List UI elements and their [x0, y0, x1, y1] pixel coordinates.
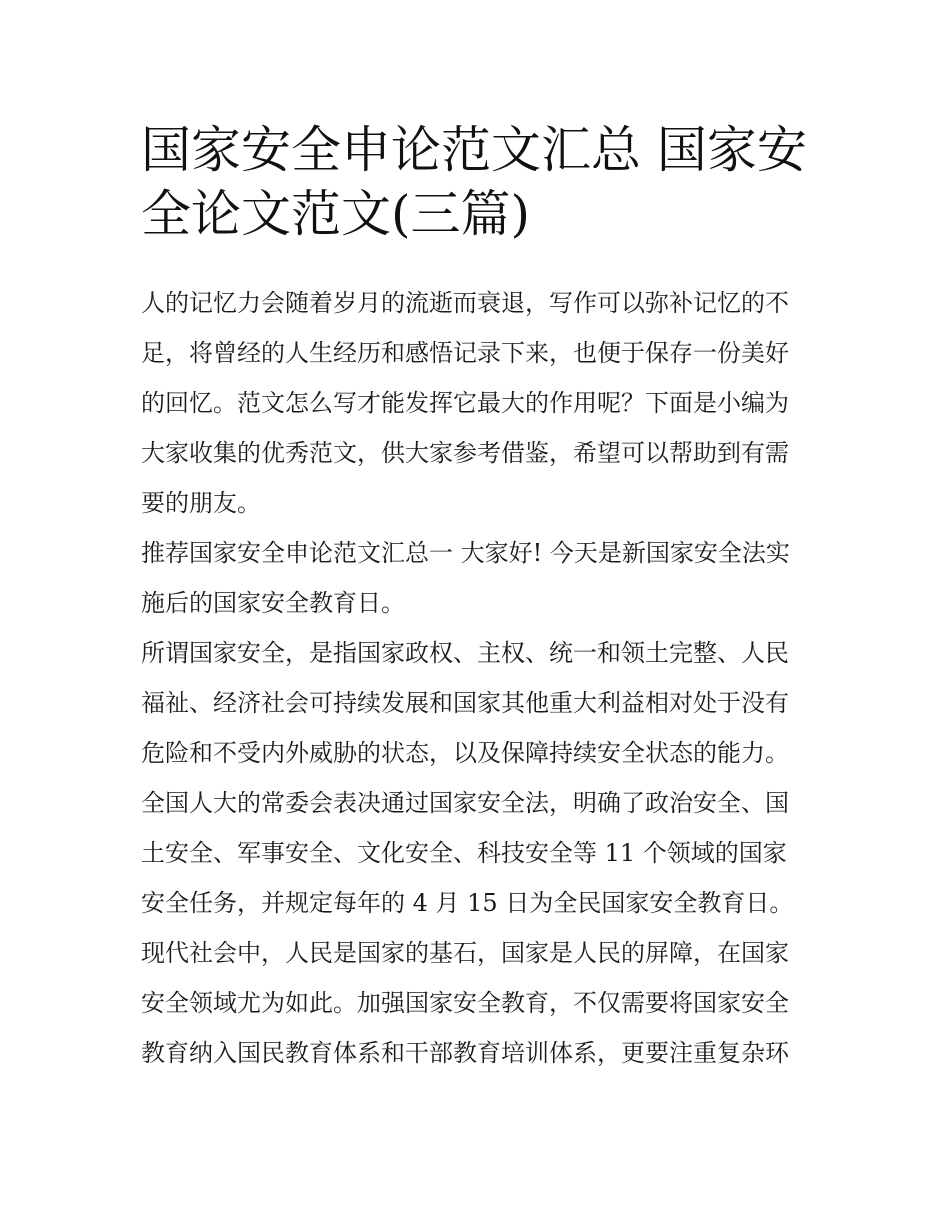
text-line: 人的记忆力会随着岁月的流逝而衰退，写作可以弥补记忆的不: [141, 289, 789, 317]
text-line: 足，将曾经的人生经历和感悟记录下来，也便于保存一份美好: [141, 339, 789, 367]
text-line: 所谓国家安全，是指国家政权、主权、统一和领土完整、人民: [141, 639, 789, 667]
text-line: 土安全、军事安全、文化安全、科技安全等 11 个领域的国家: [141, 839, 787, 867]
paragraph-intro: [141, 278, 816, 528]
title-line: 国家安全申论范文汇总 国家安: [141, 121, 807, 179]
text-line: 施后的国家安全教育日。: [141, 589, 405, 617]
text-line: 全国人大的常委会表决通过国家安全法，明确了政治安全、国: [141, 789, 789, 817]
title-line: 全论文范文(三篇): [141, 185, 531, 243]
text-line: 安全领域尤为如此。加强国家安全教育，不仅需要将国家安全: [141, 989, 789, 1017]
text-line: 推荐国家安全申论范文汇总一 大家好! 今天是新国家安全法实: [141, 539, 790, 567]
text-line: 危险和不受内外威胁的状态，以及保障持续安全状态的能力。: [141, 739, 789, 767]
text-line: 大家收集的优秀范文，供大家参考借鉴，希望可以帮助到有需: [141, 439, 789, 467]
paragraph-body: [141, 628, 816, 1078]
document-content: [141, 118, 816, 1078]
text-line: 福祉、经济社会可持续发展和国家其他重大利益相对处于没有: [141, 689, 789, 717]
page-title: [141, 118, 816, 246]
text-line: 的回忆。范文怎么写才能发挥它最大的作用呢？下面是小编为: [141, 389, 789, 417]
text-line: 现代社会中，人民是国家的基石，国家是人民的屏障，在国家: [141, 939, 789, 967]
document-body: [141, 278, 816, 1078]
text-line: 要的朋友。: [141, 489, 261, 517]
paragraph-recommend: [141, 528, 816, 628]
text-line: 教育纳入国民教育体系和干部教育培训体系，更要注重复杂环: [141, 1039, 789, 1067]
text-line: 安全任务，并规定每年的 4 月 15 日为全民国家安全教育日。: [141, 889, 794, 917]
